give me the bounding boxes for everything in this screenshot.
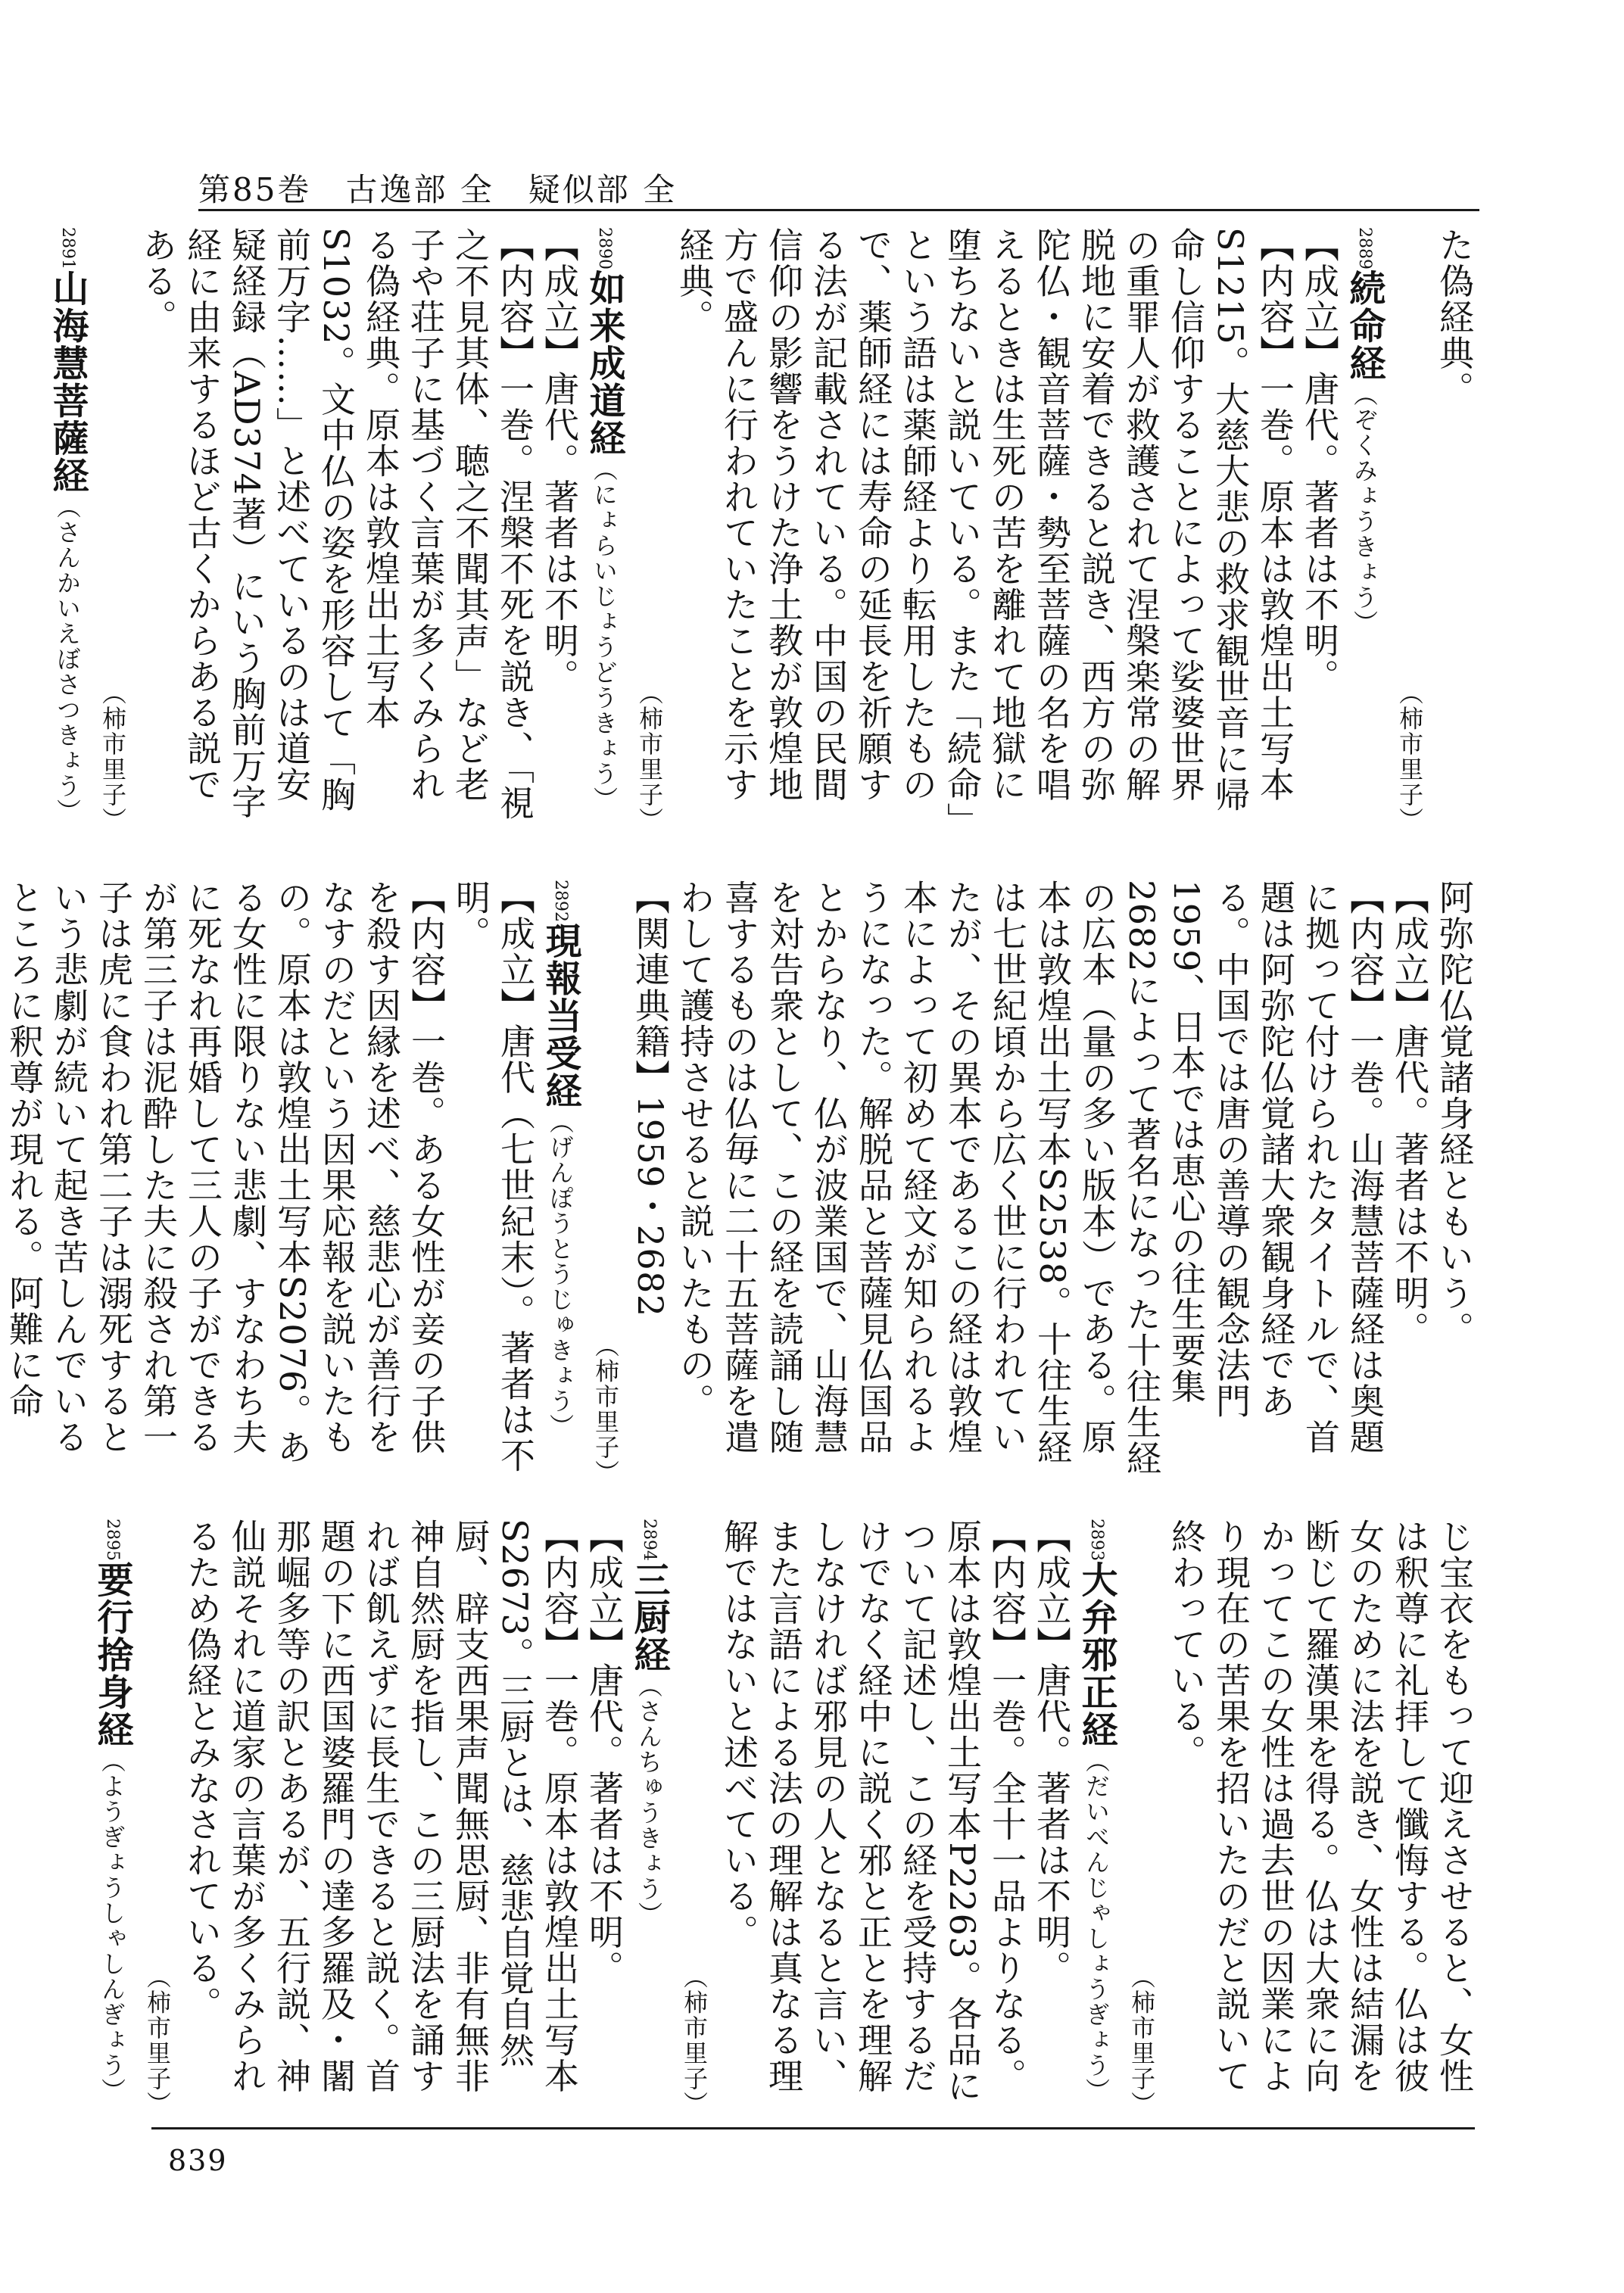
entry-heading — [538, 880, 583, 1485]
entry-paragraph: 【成立】唐代。著者は不明。 — [1389, 880, 1430, 1347]
author-name: （柿市里子） — [98, 681, 127, 833]
entry-paragraph: 【成立】唐代（七世紀末）。著者は不明。 — [450, 880, 536, 1474]
header-rule — [198, 209, 1479, 211]
author-name: （柿市里子） — [1127, 1964, 1156, 2117]
entry-title: 現報当受経 — [539, 922, 581, 1110]
entry-paragraph: 【内容】一巻。原本は敦煌出土写本S2673。三厨とは、慈悲自覚自然厨、辟支西果声聞無思厨、非有無非神自然厨を指し、この三厨法を誦すれば飢えずに長生できると説く。首題の下に西国婆羅門の達多羅及・闍那崛多等の訳とあるが、五行説、神仙説それに道家の言葉が多くみられるため偽経とみなされている。 — [182, 1519, 580, 2094]
entry-number: 2893 — [1087, 1519, 1106, 1561]
tier-top-column-block — [46, 227, 1476, 833]
entry-paragraph: 【内容】一巻。ある女性が妾の子供を殺す因縁を述べ、慈悲心が善行をなすのだという因果応報を説いたもの。原本は敦煌出土写本S2076。ある女性に限りない悲劇、すなわち夫に死なれ再婚して三人の子ができるが第三子は泥酔した夫に殺され第一子は虎に食われ第二子は溺死するという悲劇が続いて起き苦しんでいるところに釈尊が現れる。阿難に命 — [4, 880, 447, 1466]
entry-reading: （さんかいえぼさつきょう） — [53, 494, 82, 824]
page-number: 839 — [168, 2144, 228, 2177]
author-name: （柿市里子） — [591, 1333, 620, 1485]
entry-author — [135, 1519, 179, 2117]
entry-title: 続命経 — [1343, 269, 1386, 382]
entry-number: 2890 — [595, 227, 614, 269]
entry-number: 2895 — [103, 1519, 122, 1561]
entry-author — [1387, 227, 1432, 833]
entry-reading: （さんちゅうきょう） — [634, 1673, 663, 1927]
entry-paragraph: 【内容】一巻。全十一品よりなる。原本は敦煌出土写本P2263。各品について記述し、この経を受持するだけでなく経中に説く邪と正とを理解しなければ邪見の人となると言い、また言語による法の理解は真なる理解ではないと述べている。 — [718, 1519, 1027, 2105]
entry-reading: （ぞくみょうきょう） — [1350, 382, 1379, 636]
author-name: （柿市里子） — [635, 681, 664, 833]
entry-reading: （にょらいじょうどうきょう） — [590, 456, 619, 812]
footer-rule — [151, 2127, 1475, 2129]
entry-heading — [45, 227, 90, 833]
entry-title: 山海慧菩薩経 — [46, 269, 89, 494]
tier-middle-column-block — [4, 880, 1476, 1485]
entry-heading — [1074, 1519, 1119, 2117]
entry-paragraph: 【成立】唐代。著者は不明。 — [1031, 1519, 1072, 1986]
tier-bottom-column-block — [91, 1519, 1476, 2117]
entry-author — [583, 880, 628, 1485]
entry-paragraph: 【成立】唐代。著者は不明。 — [584, 1519, 625, 1986]
entry-paragraph: じ宝衣をもって迎えさせると、女性は釈尊に礼拝して懺悔する。仏は彼女のために法を説き、女性は結漏を断じて羅漢果を得る。仏は大衆に向かってこの女性は過去世の因業により現在の苦果を招いたのだと説いて終わっている。 — [1166, 1519, 1475, 2094]
entry-reading: （げんぽうとうじゅきょう） — [546, 1109, 575, 1439]
entry-title: 三厨経 — [628, 1561, 670, 1674]
entry-paragraph: 【内容】一巻。涅槃不死を説き、「視之不見其体、聴之不聞其声」など老子や荘子に基づく言葉が多くみられる偽経典。原本は敦煌出土写本S1032。文中仏の姿を形容して「胸前万字……」と述べているのは道安疑経録（AD374著）にいう胸前万字経に由来するほど古くからある説である。 — [137, 227, 535, 821]
entry-title: 大弁邪正経 — [1075, 1561, 1117, 1749]
entry-reading: （だいべんじゃしょうぎょう） — [1082, 1748, 1111, 2104]
author-name: （柿市里子） — [143, 1964, 172, 2117]
entry-paragraph: た偽経典。 — [1434, 227, 1475, 407]
author-name: （柿市里子） — [1395, 681, 1424, 833]
entry-title: 如来成道経 — [583, 269, 625, 457]
entry-number: 2892 — [551, 880, 570, 922]
entry-paragraph: 【成立】唐代。著者は不明。 — [539, 227, 580, 695]
entry-author — [1119, 1519, 1164, 2117]
entry-heading — [581, 227, 627, 833]
author-name: （柿市里子） — [680, 1964, 709, 2117]
entry-title: 要行捨身経 — [91, 1561, 133, 1749]
entry-heading — [626, 1519, 672, 2117]
entry-number: 2894 — [640, 1519, 659, 1561]
entry-reading: （ようぎょうしゃしんぎょう） — [98, 1748, 126, 2104]
running-header: 第85巻 古逸部 全 疑似部 全 — [198, 171, 678, 208]
entry-number: 2889 — [1355, 227, 1374, 269]
entry-heading — [89, 1519, 135, 2117]
entry-heading — [1342, 227, 1387, 833]
entry-number: 2891 — [58, 227, 77, 269]
entry-paragraph: 【関連典籍】1959・2682 — [630, 880, 671, 1318]
entry-paragraph: 【内容】一巻。原本は敦煌出土写本S1215。大慈大悲の救求観世音に帰命し信仰することによって娑婆世界の重罪人が救護されて涅槃楽常の解脱地に安着できると説き、西方の弥陀仏・観音菩薩・勢至菩薩の名を唱えるときは生死の苦を離れて地獄に堕ちないと説いている。また「続命」という語は薬師経より転用したもので、薬師経には寿命の延長を祈願する法が記載されている。中国の民間信仰の影響をうけた浄土教が敦煌地方で盛んに行われていたことを示す経典。 — [674, 227, 1295, 821]
entry-paragraph: 【内容】一巻。山海慧菩薩経は奥題に拠って付けられたタイトルで、首題は阿弥陀仏覚諸大衆観身経である。中国では唐の善導の観念法門1959、日本では恵心の往生要集2682によって著名になった十往生経の広本（量の多い版本）である。原本は敦煌出土写本S2538。十往生経は七世紀頃から広く世に行われていたが、その異本であるこの経は敦煌本によって初めて経文が知られるようになった。解脱品と菩薩見仏国品とからなり、仏が波業国で、山海慧を対告衆として、この経を読誦し随喜するものは仏毎に二十五菩薩を遣わして護持させると説いたもの。 — [675, 880, 1386, 1477]
entry-author — [627, 227, 672, 833]
entry-paragraph: 【成立】唐代。著者は不明。 — [1299, 227, 1340, 695]
entry-paragraph: 阿弥陀仏覚諸身経ともいう。 — [1434, 880, 1475, 1347]
entry-author — [90, 227, 135, 833]
entry-author — [672, 1519, 716, 2117]
